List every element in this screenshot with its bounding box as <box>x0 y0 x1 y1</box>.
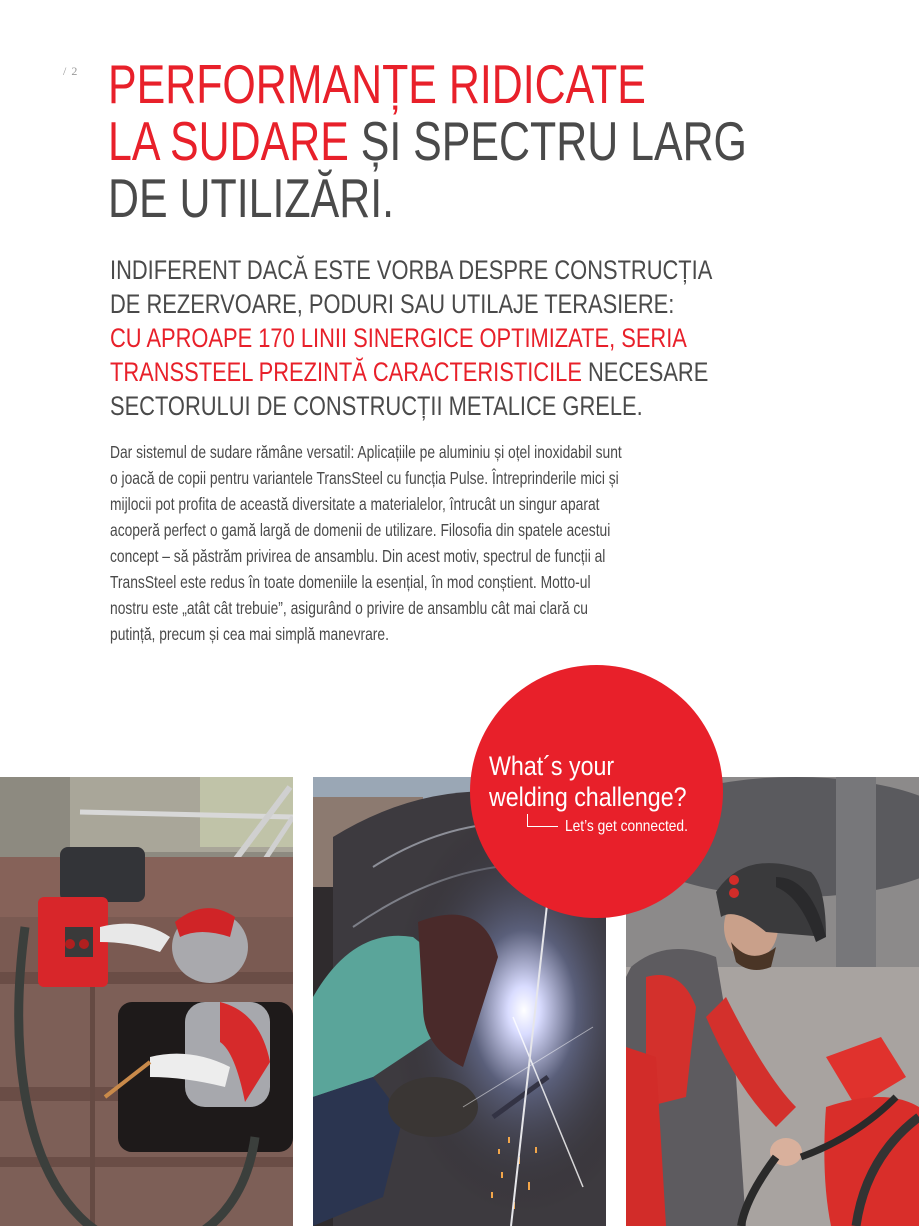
subhead-segment: SECTORULUI DE CONSTRUCȚII METALICE GRELE. <box>110 391 643 421</box>
page-title <box>108 53 919 229</box>
body-line: putință, precum și cea mai simplă manevrare. <box>110 624 389 644</box>
headline-line-2 <box>108 110 919 172</box>
welder-steel-structure-image <box>0 777 293 1226</box>
body-line: mijlocii pot profita de această diversitate a materialelor, întrucât un singur aparat <box>110 494 600 514</box>
photo-welder-steel-structure <box>0 777 293 1226</box>
page-number: / 2 <box>63 64 79 78</box>
subhead-segment: DE REZERVOARE, PODURI SAU UTILAJE TERASIERE: <box>110 289 675 319</box>
welding-challenge-badge[interactable] <box>470 665 723 918</box>
body-line: o joacă de copii pentru variantele TransSteel cu funcția Pulse. Întreprinderile mici și <box>110 468 619 488</box>
headline-line-1 <box>108 53 919 115</box>
subhead-line-3 <box>110 321 854 355</box>
subheading <box>110 253 854 423</box>
connector-line-icon <box>527 814 558 827</box>
cta-subtitle <box>565 818 708 836</box>
subhead-line-1 <box>110 253 854 287</box>
headline-segment: PERFORMANȚE RIDICATE <box>108 53 646 115</box>
headline-segment: LA SUDARE <box>108 110 349 172</box>
body-paragraph <box>110 439 758 647</box>
subhead-segment: CU APROAPE 170 LINII SINERGICE OPTIMIZATE, SERIA <box>110 323 687 353</box>
body-line: Dar sistemul de sudare rămâne versatil: Aplicațiile pe aluminiu și oțel inoxidabil sunt <box>110 442 622 462</box>
subhead-line-4 <box>110 355 854 389</box>
headline-segment: ȘI SPECTRU LARG <box>348 110 747 172</box>
body-line: acoperă perfect o gamă largă de domenii de utilizare. Filosofia din spatele acestui <box>110 520 611 540</box>
cta-title-line-2: welding challenge? <box>489 782 687 812</box>
body-line: TransSteel este redus în toate domeniile la esențial, în mod conștient. Motto-ul <box>110 572 591 592</box>
subhead-segment: NECESARE <box>581 357 709 387</box>
cta-subtitle-text: Let’s get connected. <box>565 818 688 835</box>
headline-line-3 <box>108 167 919 229</box>
subhead-line-5 <box>110 389 854 423</box>
subhead-segment: TRANSSTEEL PREZINTĂ CARACTERISTICILE <box>110 357 582 387</box>
subhead-line-2 <box>110 287 854 321</box>
cta-title <box>489 751 719 813</box>
subhead-segment: INDIFERENT DACĂ ESTE VORBA DESPRE CONSTRUCȚIA <box>110 255 713 285</box>
headline-segment: DE UTILIZĂRI. <box>108 167 395 229</box>
body-line: concept – să păstrăm privirea de ansamblu. Din acest motiv, spectrul de funcții al <box>110 546 606 566</box>
cta-title-line-1: What´s your <box>489 751 615 781</box>
body-line: nostru este „atât cât trebuie”, asigurând o privire de ansamblu cât mai clară cu <box>110 598 588 618</box>
